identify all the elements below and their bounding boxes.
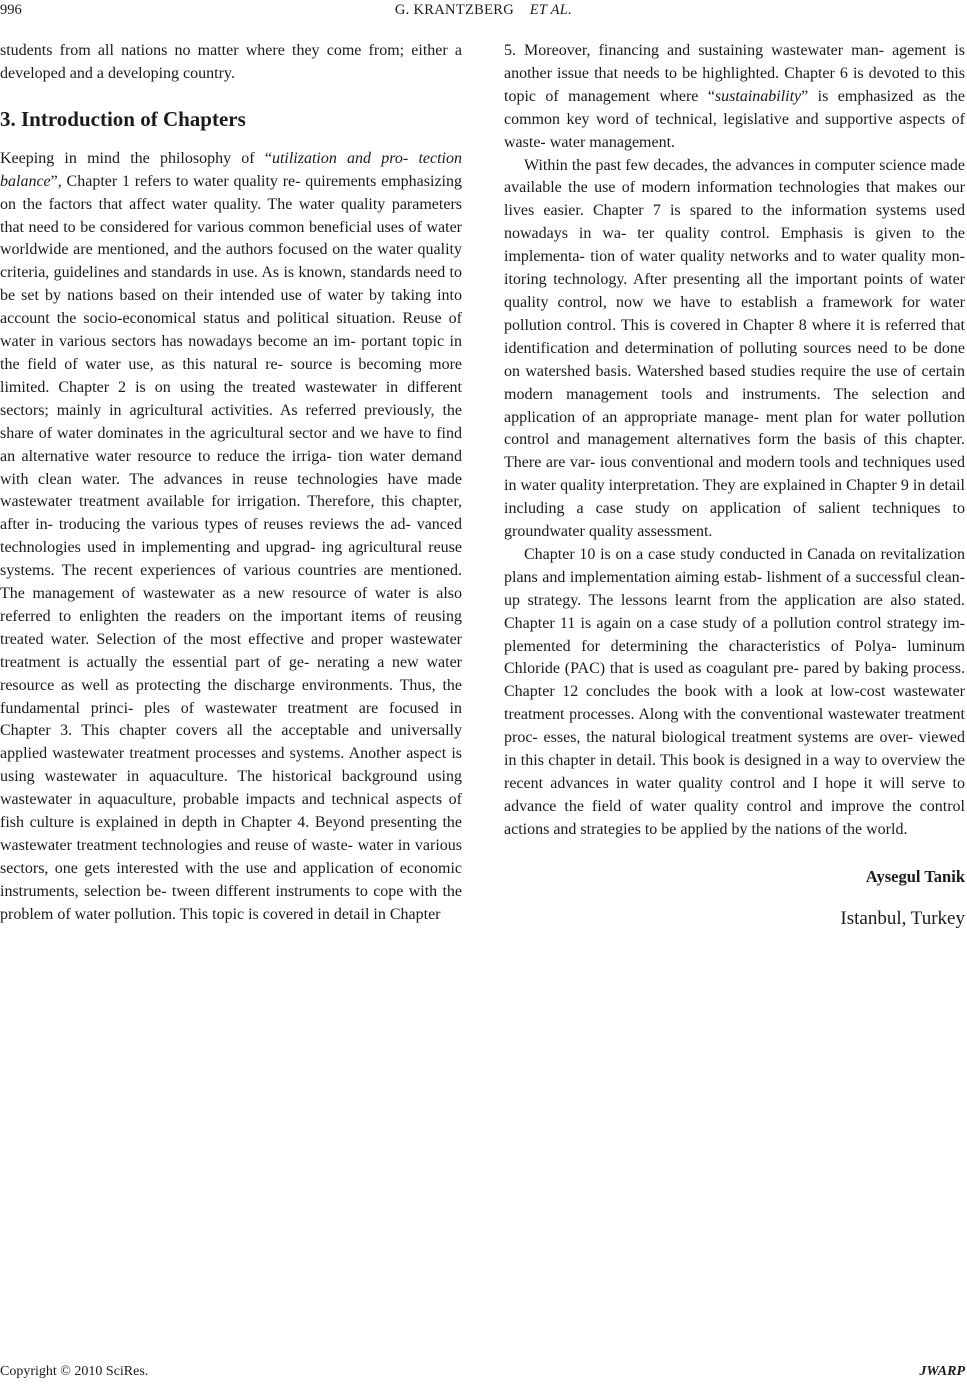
left-column [0, 40, 462, 927]
paragraph-intro-emphasis: utilization and pro- tection balance [0, 149, 462, 190]
paragraph-case-studies: Chapter 10 is on a case study conducted in Canada on revitalization plans and implementation aiming estab- lishment of a successful clean-up strategy. The lessons learnt from the application are also stated. Chapter 11 is again on a case study of a pollution control strategy im- plemented for determining the characteristics of Polya- luminum Chloride (PAC) that is used as coagulant pre- pared by baking process. Chapter 12 concludes the book with a look at low-cost wastewater treatment processes. Along with the conventional wastewater treatment proc- esses, the natural biological treatment systems are over- viewed in this chapter in detail. This book is designed in a way to overview the recent advances in water quality control and I hope it will serve to advance the field of water quality control and improve the control actions and strategies to be applied by the nations of the world. [504, 545, 965, 838]
paragraph-intro-rest: ”, Chapter 1 refers to water quality re- quirements emphasizing on the factors that affect water quality. The water quality parameters that need to be considered for various common beneficial uses of water worldwide are mentioned, and the authors focused on the water quality criteria, guidelines and standards in use. As is known, standards need to be set by nations based on their intended use of water by taking into account the socio-economical status and political situation. Reuse of water in various sectors has nowadays become an im- portant topic in the field of water use, as this natural re- source is becoming more limited. Chapter 2 is on using the treated wastewater in different sectors; mainly in agricultural activities. As referred previously, the share of water dominates in the agricultural sector and we have to find an alternative water resource to reduce the irriga- tion water demand with clean water. The advances in reuse technologies have made wastewater treatment available for irrigation. Therefore, this chapter, after in- troducing the various types of reuses reviews the ad- vanced technologies used in implementing and upgrad- ing agricultural reuse systems. The recent experiences of various countries are mentioned. The management of wastewater as a new resource of water is also referred to enlighten the readers on the important items of reusing treated water. Selection of the most effective and proper wastewater treatment is actually the essential part of ge- nerating a new water resource as well as protecting the discharge environments. Thus, the fundamental princi- ples of wastewater treatment are focused in Chapter 3. This chapter covers all the acceptable and universally applied wastewater treatment processes and systems. Another aspect is using wastewater in aquaculture. The historical background using wastewater in aquaculture, probable impacts and technical aspects of fish culture is explained in depth in Chapter 4. Beyond presenting the wastewater treatment technologies and reuse of waste- water in various sectors, one gets interested with the use and application of economic instruments, selection be- tween different instruments to cope with the problem of water pollution. This topic is covered in detail in Chapter [0, 172, 462, 923]
paragraph-management-emphasis: sustainability [714, 87, 802, 105]
signature: Aysegul Tanik [865, 866, 965, 886]
paragraph-continued: students from all nations no matter where they come from; either a developed and a developing country. [0, 42, 462, 82]
section-heading: 3. Introduction of Chapters [0, 106, 246, 131]
running-head-etal: ET AL. [529, 2, 573, 18]
paragraph-management-rest: ” is emphasized as the common key word of technical, legislative and supportive aspects of waste- water management. [504, 87, 965, 151]
paragraph-intro [0, 148, 462, 927]
paragraph-management-lead: 5. Moreover, financing and sustaining wastewater man- agement is another issue that needs to be highlighted. Chapter 6 is devoted to this topic of management where “ [504, 42, 965, 105]
footer-copyright: Copyright © 2010 SciRes. [0, 1364, 149, 1379]
paragraph-intro-lead: Keeping in mind the philosophy of “ [0, 149, 272, 167]
running-head [0, 2, 967, 19]
right-column [504, 40, 965, 931]
page-number: 996 [0, 2, 22, 18]
location: Istanbul, Turkey [840, 907, 965, 929]
paragraph-information-systems: Within the past few decades, the advances in computer science made available the use of modern information technologies that makes our lives easier. Chapter 7 is spared to the information systems used nowadays in wa- ter quality control. Emphasis is given to the implementa- tion of water quality networks and to water quality mon- itoring technology. After presenting all the important points of water quality control, now we have to establish a framework for water pollution control. This is covered in Chapter 8 where it is referred that identification and determination of polluting sources need to be done on watershed basis. Watershed based studies require the use of certain modern management tools and instruments. The selection and application of an appropriate manage- ment plan for water pollution control and management alternatives form the basis of this chapter. There are var- ious conventional and modern tools and techniques used in water quality interpretation. They are explained in Chapter 9 in detail including a case study on application of salient techniques to groundwater quality assessment. [504, 156, 965, 541]
running-head-author: G. KRANTZBERG [394, 2, 514, 18]
paragraph-management [504, 40, 965, 155]
footer-journal: JWARP [919, 1364, 965, 1379]
